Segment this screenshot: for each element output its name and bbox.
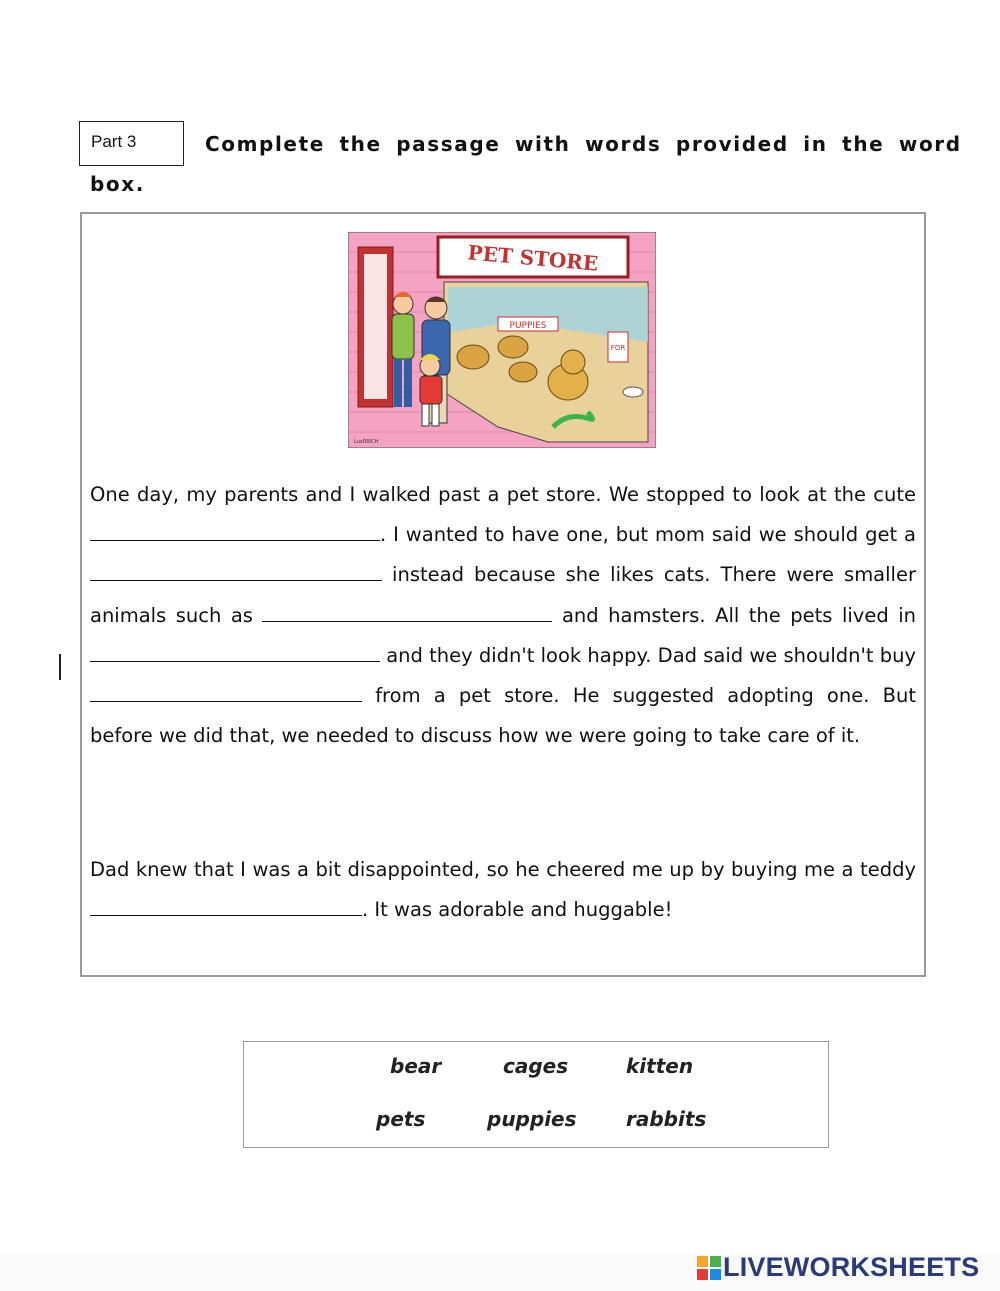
word-box-item: rabbits bbox=[626, 1107, 707, 1131]
puppies-label: PUPPIES bbox=[509, 321, 547, 331]
instruction-line-2: box. bbox=[90, 172, 145, 196]
passage-text: One day, my parents and I walked past a pet store. We stopped to look at the cute bbox=[90, 483, 916, 506]
passage-text: and they didn't look happy. Dad said we shouldn't buy bbox=[380, 643, 916, 667]
passage-text: . It was adorable and huggable! bbox=[362, 898, 673, 922]
illustration-credit: LuzDRICH bbox=[354, 439, 379, 445]
answer-blank-3[interactable] bbox=[262, 607, 552, 622]
part-label: Part 3 bbox=[91, 132, 137, 151]
passage-paragraph-1 bbox=[90, 475, 916, 756]
liveworksheets-logo[interactable] bbox=[697, 1252, 979, 1283]
pet-store-illustration bbox=[348, 232, 656, 448]
for-label: FOR bbox=[610, 344, 626, 352]
passage-text: . I wanted to have one, but mom said we should get a bbox=[380, 523, 916, 547]
pet-store-sign-text: PET STORE bbox=[466, 240, 600, 276]
word-box-item: puppies bbox=[487, 1107, 577, 1131]
liveworksheets-logo-icon bbox=[697, 1256, 721, 1280]
passage-paragraph-2 bbox=[90, 850, 916, 930]
word-box bbox=[243, 1041, 829, 1148]
word-box-item: pets bbox=[376, 1107, 426, 1131]
answer-blank-1[interactable] bbox=[90, 526, 380, 541]
passage-text: Dad knew that I was a bit disappointed, so he cheered me up by buying me a teddy bbox=[90, 858, 916, 881]
passage-text: instead because she likes cats. There were smaller animals such as bbox=[90, 563, 916, 627]
answer-blank-2[interactable] bbox=[90, 566, 382, 581]
answer-blank-6[interactable] bbox=[90, 901, 362, 916]
instruction-line-1: Complete the passage with words provided in the word bbox=[205, 132, 962, 156]
answer-blank-5[interactable] bbox=[90, 687, 362, 702]
passage-text: and hamsters. All the pets lived in bbox=[552, 603, 916, 627]
word-box-item: bear bbox=[390, 1054, 442, 1078]
word-box-item: cages bbox=[503, 1054, 569, 1078]
part-label-box bbox=[79, 121, 184, 166]
brand-name: LIVEWORKSHEETS bbox=[723, 1252, 980, 1282]
passage-text: from a pet store. He suggested adopting one. But before we did that, we needed to discuss how we were going to take care of it. bbox=[90, 684, 916, 748]
word-box-item: kitten bbox=[626, 1054, 694, 1078]
answer-blank-4[interactable] bbox=[90, 647, 380, 662]
text-cursor bbox=[59, 654, 61, 680]
